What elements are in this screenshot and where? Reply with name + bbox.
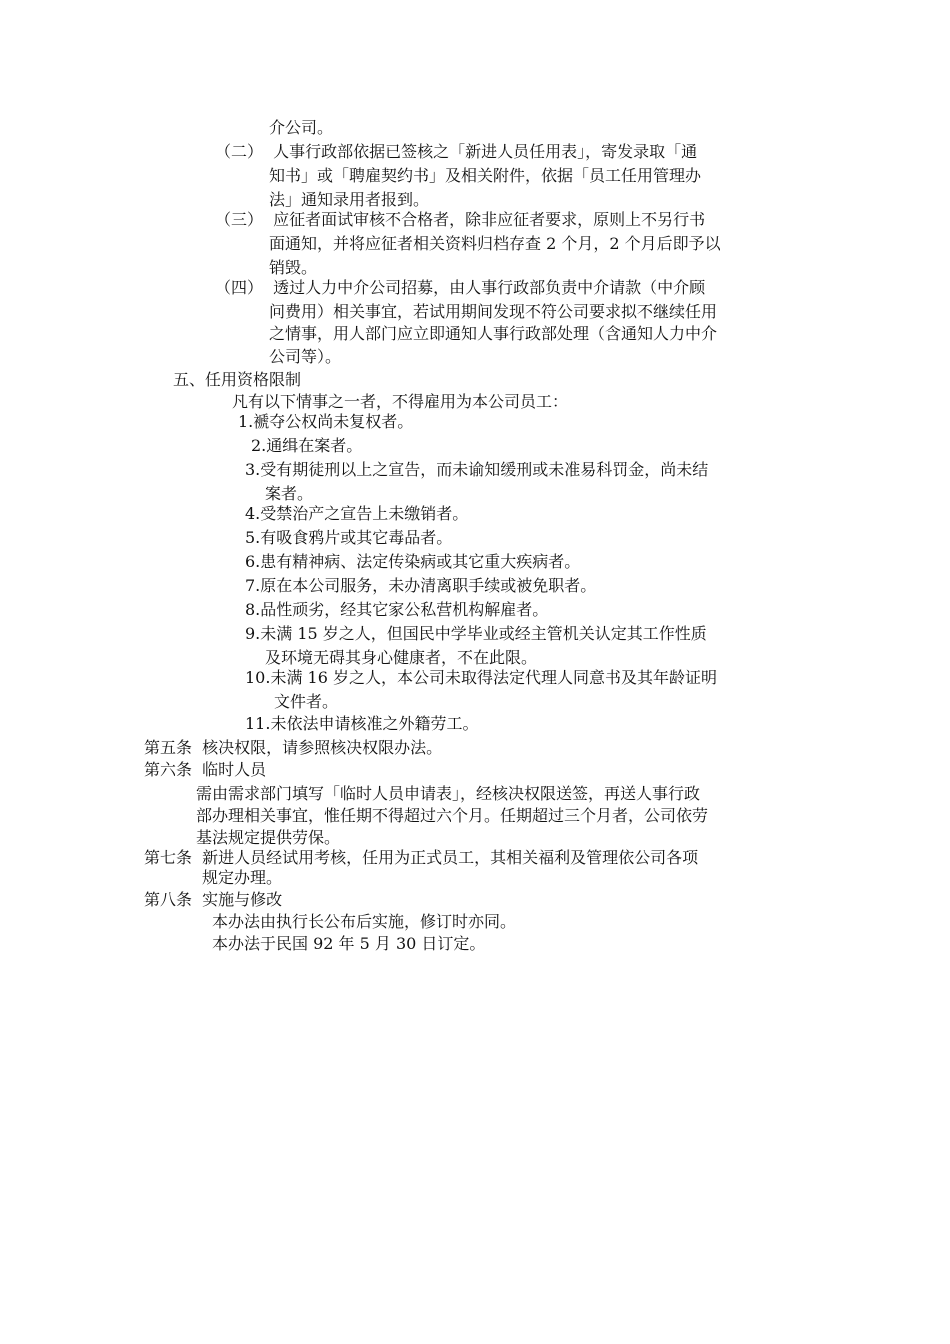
text-line: 本办法由执行长公布后实施，修订时亦同。 [212,912,517,931]
text-line: 公司等）。 [269,347,342,366]
article-5: 第五条 核决权限，请参照核决权限办法。 [144,738,443,757]
condition-item: 7.原在本公司服务，未办清离职手续或被免职者。 [245,576,597,595]
list-item-2: （二） 人事行政部依据已签核之「新进人员任用表」，寄发录取「通 [215,142,698,161]
condition-item: 1.褫夺公权尚未复权者。 [238,412,414,431]
condition-item: 9.未满 15 岁之人，但国民中学毕业或经主管机关认定其工作性质 [245,624,707,643]
text-line: 面通知，并将应征者相关资料归档存查 2 个月，2 个月后即予以 [269,234,721,253]
condition-item: 2.通缉在案者。 [251,436,363,455]
text-line: 之情事，用人部门应立即通知人事行政部处理（含通知人力中介 [269,324,718,343]
text-line: 部办理相关事宜，惟任期不得超过六个月。任期超过三个月者，公司依劳 [196,806,709,825]
condition-item: 10.未满 16 岁之人，本公司未取得法定代理人同意书及其年龄证明 [245,668,717,687]
condition-item: 6.患有精神病、法定传染病或其它重大疾病者。 [245,552,581,571]
condition-item: 11.未依法申请核准之外籍劳工。 [245,714,479,733]
text-line: 问费用）相关事宜，若试用期间发现不符公司要求拟不继续任用 [269,302,718,321]
intro-line: 凡有以下情事之一者，不得雇用为本公司员工： [232,392,569,411]
condition-item: 5.有吸食鸦片或其它毒品者。 [245,528,453,547]
text-line: 案者。 [265,484,314,503]
text-line: 本办法于民国 92 年 5 月 30 日订定。 [212,934,486,953]
article-8-heading: 第八条 实施与修改 [144,890,283,909]
condition-item: 4.受禁治产之宣告上未缴销者。 [245,504,469,523]
section-heading: 五、任用资格限制 [173,370,302,389]
list-item-4: （四） 透过人力中介公司招募，由人事行政部负责中介请款（中介顾 [215,278,706,297]
text-line: 基法规定提供劳保。 [196,828,341,847]
text-line: 规定办理。 [202,868,283,887]
text-line: 需由需求部门填写「临时人员申请表」，经核决权限送签，再送人事行政 [196,784,701,803]
text-line: 介公司。 [269,118,334,137]
article-7: 第七条 新进人员经试用考核，任用为正式员工，其相关福利及管理依公司各项 [144,848,699,867]
text-line: 知书」或「聘雇契约书」及相关附件，依据「员工任用管理办 [269,166,702,185]
text-line: 法」通知录用者报到。 [269,190,430,209]
text-line: 文件者。 [274,692,339,711]
condition-item: 3.受有期徒刑以上之宣告，而未谕知缓刑或未准易科罚金，尚未结 [245,460,709,479]
list-item-3: （三） 应征者面试审核不合格者，除非应征者要求，原则上不另行书 [215,210,706,229]
article-6-heading: 第六条 临时人员 [144,760,267,779]
condition-item: 8.品性顽劣，经其它家公私营机构解雇者。 [245,600,549,619]
text-line: 及环境无碍其身心健康者，不在此限。 [265,648,538,667]
text-line: 销毁。 [269,258,318,277]
